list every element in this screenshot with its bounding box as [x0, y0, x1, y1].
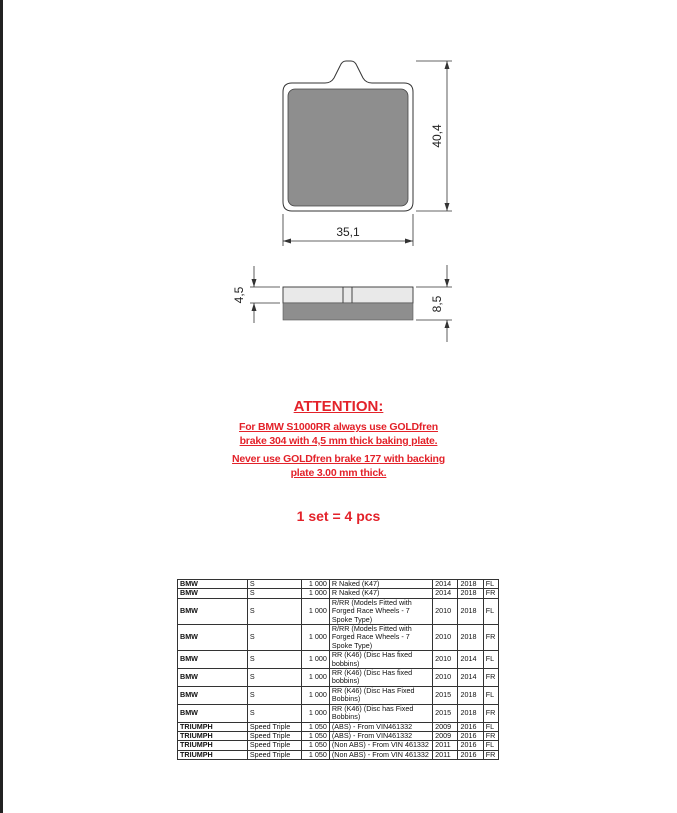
cell-to: 2018	[458, 625, 483, 651]
cell-pos: FR	[483, 625, 498, 651]
cell-from: 2010	[433, 669, 458, 687]
cell-make: BMW	[178, 598, 248, 624]
table-row	[178, 686, 499, 704]
side-view-plate	[283, 287, 413, 303]
cell-from: 2014	[433, 589, 458, 598]
cell-from: 2009	[433, 722, 458, 731]
cell-make: TRIUMPH	[178, 731, 248, 740]
cell-cc: 1 000	[301, 669, 329, 687]
table-row	[178, 651, 499, 669]
cell-pos: FL	[483, 722, 498, 731]
cell-to: 2016	[458, 750, 483, 759]
cell-cc: 1 000	[301, 580, 329, 589]
attention-title: ATTENTION:	[293, 398, 384, 415]
cell-to: 2018	[458, 598, 483, 624]
cell-from: 2015	[433, 686, 458, 704]
cell-make: TRIUMPH	[178, 750, 248, 759]
cell-make: BMW	[178, 625, 248, 651]
cell-pos: FR	[483, 704, 498, 722]
cell-pos: FR	[483, 750, 498, 759]
cell-type: Speed Triple	[247, 741, 301, 750]
table-row	[178, 580, 499, 589]
cell-pos: FR	[483, 731, 498, 740]
attention-line-4: plate 3.00 mm thick.	[290, 467, 387, 479]
cell-model: (Non ABS) - From VIN 461332	[329, 741, 432, 750]
cell-model: (ABS) - From VIN461332	[329, 731, 432, 740]
cell-cc: 1 050	[301, 722, 329, 731]
cell-pos: FL	[483, 651, 498, 669]
cell-model: RR (K46) (Disc has Fixed Bobbins)	[329, 704, 432, 722]
cell-make: BMW	[178, 589, 248, 598]
cell-type: S	[247, 625, 301, 651]
cell-to: 2014	[458, 669, 483, 687]
cell-from: 2014	[433, 580, 458, 589]
cell-make: BMW	[178, 651, 248, 669]
cell-model: (Non ABS) - From VIN 461332	[329, 750, 432, 759]
cell-to: 2018	[458, 686, 483, 704]
table-row	[178, 598, 499, 624]
cell-cc: 1 050	[301, 731, 329, 740]
set-quantity: 1 set = 4 pcs	[296, 508, 381, 524]
attention-line-1: For BMW S1000RR always use GOLDfren	[239, 421, 438, 433]
cell-cc: 1 050	[301, 741, 329, 750]
cell-to: 2018	[458, 589, 483, 598]
cell-type: S	[247, 651, 301, 669]
table-row	[178, 722, 499, 731]
cell-model: R Naked (K47)	[329, 589, 432, 598]
cell-from: 2010	[433, 651, 458, 669]
applications-table	[177, 579, 499, 760]
cell-to: 2014	[458, 651, 483, 669]
cell-model: (ABS) - From VIN461332	[329, 722, 432, 731]
cell-pos: FL	[483, 580, 498, 589]
cell-from: 2011	[433, 741, 458, 750]
cell-make: BMW	[178, 580, 248, 589]
cell-make: TRIUMPH	[178, 722, 248, 731]
cell-type: S	[247, 589, 301, 598]
cell-type: Speed Triple	[247, 750, 301, 759]
cell-model: R Naked (K47)	[329, 580, 432, 589]
cell-make: BMW	[178, 686, 248, 704]
table-row	[178, 741, 499, 750]
side-view-friction	[283, 303, 413, 320]
cell-to: 2016	[458, 731, 483, 740]
cell-pos: FL	[483, 598, 498, 624]
attention-line-2: brake 304 with 4,5 mm thick baking plate.	[239, 435, 438, 447]
cell-from: 2010	[433, 625, 458, 651]
cell-cc: 1 000	[301, 589, 329, 598]
table-row	[178, 625, 499, 651]
attention-line-3: Never use GOLDfren brake 177 with backing	[232, 453, 445, 465]
cell-make: BMW	[178, 669, 248, 687]
cell-type: S	[247, 669, 301, 687]
cell-make: BMW	[178, 704, 248, 722]
cell-cc: 1 000	[301, 704, 329, 722]
cell-to: 2018	[458, 580, 483, 589]
cell-from: 2009	[433, 731, 458, 740]
cell-from: 2010	[433, 598, 458, 624]
cell-type: Speed Triple	[247, 731, 301, 740]
cell-type: S	[247, 598, 301, 624]
cell-pos: FL	[483, 741, 498, 750]
cell-make: TRIUMPH	[178, 741, 248, 750]
cell-model: R/RR (Models Fitted with Forged Race Wheels - 7 Spoke Type)	[329, 598, 432, 624]
pad-height-dimension: 40,4	[430, 124, 444, 148]
cell-type: S	[247, 686, 301, 704]
cell-from: 2011	[433, 750, 458, 759]
cell-to: 2016	[458, 741, 483, 750]
cell-pos: FR	[483, 669, 498, 687]
cell-model: R/RR (Models Fitted with Forged Race Wheels - 7 Spoke Type)	[329, 625, 432, 651]
brake-pad-drawing	[0, 0, 677, 380]
pad-width-dimension: 35,1	[336, 225, 360, 239]
plate-thickness-dimension: 4,5	[232, 286, 246, 304]
cell-model: RR (K46) (Disc Has Fixed Bobbins)	[329, 686, 432, 704]
cell-cc: 1 000	[301, 625, 329, 651]
table-row	[178, 731, 499, 740]
cell-to: 2018	[458, 704, 483, 722]
cell-pos: FR	[483, 589, 498, 598]
cell-type: S	[247, 580, 301, 589]
cell-model: RR (K46) (Disc Has fixed bobbins)	[329, 669, 432, 687]
total-thickness-dimension: 8,5	[430, 295, 444, 313]
cell-cc: 1 000	[301, 598, 329, 624]
cell-cc: 1 000	[301, 686, 329, 704]
cell-from: 2015	[433, 704, 458, 722]
table-row	[178, 750, 499, 759]
cell-model: RR (K46) (Disc Has fixed bobbins)	[329, 651, 432, 669]
cell-to: 2016	[458, 722, 483, 731]
cell-type: S	[247, 704, 301, 722]
cell-cc: 1 000	[301, 651, 329, 669]
friction-material	[288, 89, 408, 206]
cell-pos: FL	[483, 686, 498, 704]
table-row	[178, 704, 499, 722]
table-row	[178, 589, 499, 598]
cell-type: Speed Triple	[247, 722, 301, 731]
cell-cc: 1 050	[301, 750, 329, 759]
table-row	[178, 669, 499, 687]
